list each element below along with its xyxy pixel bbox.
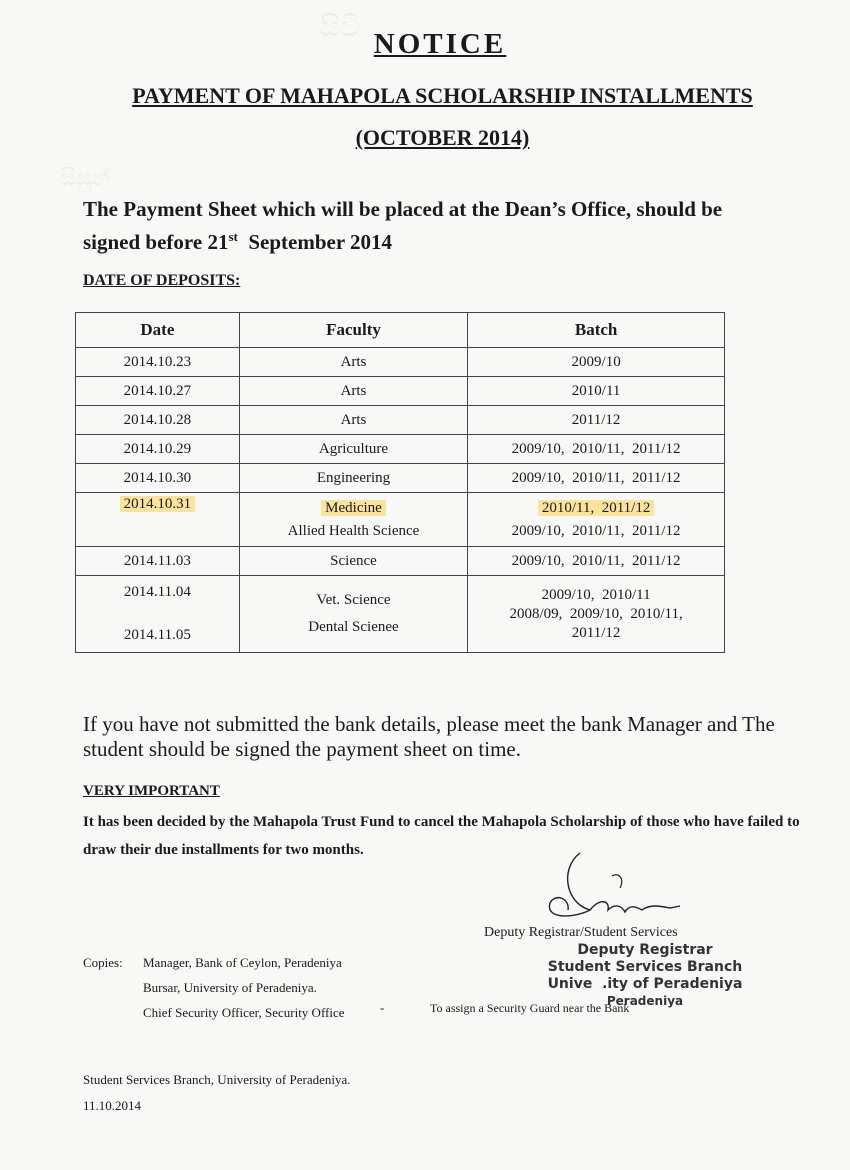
date-cell: 2014.10.30 [76,464,240,493]
column-header-batch: Batch [468,313,725,348]
table-row [76,348,725,377]
copy-recipient: Bursar, University of Peradeniya. [143,980,317,995]
copies-label: Copies: [83,955,123,970]
bank-details-note: If you have not submitted the bank details, please meet the bank Manager and The student should be signed the payment sheet on time. [83,712,775,761]
faculty-primary: Vet. Science [316,592,391,608]
date-cell: 2014.10.28 [76,406,240,435]
copy-dash: - [380,1000,385,1015]
date-secondary: 2014.11.05 [123,627,191,643]
batch-primary: 2009/10, 2010/11 [541,586,651,603]
show-through-text: සිවි [320,12,361,43]
stamp-line: Deputy Registrar [577,942,713,958]
instruction-superscript: st [228,229,238,244]
column-header-faculty: Faculty [239,313,468,348]
date-cell: 2014.10.29 [76,435,240,464]
date-primary: 2014.11.04 [123,584,191,600]
batch-cell [468,493,725,547]
batch-cell [468,576,725,653]
table-row [76,464,725,493]
faculty-cell: Agriculture [239,435,468,464]
issue-date: 11.10.2014 [83,1098,142,1113]
faculty-cell [239,576,468,653]
document-subtitle: (OCTOBER 2014) [355,125,530,150]
stamp-line: Peradeniya [606,994,684,1008]
column-header-date: Date [76,313,240,348]
batch-cell: 2011/12 [468,406,725,435]
date-cell [76,576,240,653]
faculty-cell: Arts [239,406,468,435]
batch-cell: 2009/10, 2010/11, 2011/12 [468,464,725,493]
document-title: PAYMENT OF MAHAPOLA SCHOLARSHIP INSTALLMENTS [132,83,753,108]
batch-secondary: 2009/10, 2010/11, 2011/12 [511,522,681,539]
important-heading: VERY IMPORTANT [83,783,220,799]
table-row [76,576,725,653]
faculty-secondary: Dental Scienee [308,619,399,635]
instruction-date-text: September 2014 [237,230,393,254]
table-row [76,435,725,464]
security-guard-note: To assign a Security Guard near the Bank [430,1001,630,1015]
date-cell: 2014.11.03 [76,547,240,576]
deposit-schedule-table [75,312,725,653]
issuing-branch: Student Services Branch, University of Peradeniya. [83,1072,351,1087]
faculty-secondary: Allied Health Science [287,522,420,539]
batch-cell: 2009/10, 2010/11, 2011/12 [468,547,725,576]
signatory-title: Deputy Registrar/Student Services [484,925,678,940]
show-through-text: සිසුන් [60,165,110,190]
batch-cell: 2009/10 [468,348,725,377]
faculty-cell: Engineering [239,464,468,493]
table-header-row [76,313,725,348]
batch-secondary-continued: 2011/12 [571,624,621,641]
faculty-cell: Arts [239,348,468,377]
copy-recipient: Chief Security Officer, Security Office [143,1005,345,1020]
signing-instruction [83,196,783,256]
table-row [76,493,725,547]
instruction-text: The Payment Sheet which will be placed at the Dean’s Office, should be signed before 21 [83,197,723,254]
faculty-cell: Arts [239,377,468,406]
table-row [76,547,725,576]
batch-cell: 2009/10, 2010/11, 2011/12 [468,435,725,464]
copies-list [83,950,345,1025]
date-cell: 2014.10.23 [76,348,240,377]
highlighted-faculty: Medicine [321,500,386,516]
notice-heading: NOTICE [373,28,507,60]
highlighted-date: 2014.10.31 [120,496,196,512]
date-cell: 2014.10.27 [76,377,240,406]
signature-mark [530,848,690,928]
faculty-cell [239,493,468,547]
highlighted-batch: 2010/11, 2011/12 [538,500,654,516]
table-row [76,377,725,406]
copy-recipient: Manager, Bank of Ceylon, Peradeniya [143,955,342,970]
stamp-line: Student Services Branch [547,959,743,975]
batch-cell: 2010/11 [468,377,725,406]
batch-secondary: 2008/09, 2009/10, 2010/11, [509,605,683,622]
date-cell [76,493,240,547]
deposits-heading: DATE OF DEPOSITS: [83,272,241,289]
stamp-line: Unive .ity of Peradeniya [547,976,743,992]
faculty-cell: Science [239,547,468,576]
important-notice-text: It has been decided by the Mahapola Trust Fund to cancel the Mahapola Scholarship of those who have failed to draw their due installments for two months. [83,814,800,858]
table-row [76,406,725,435]
official-stamp [530,942,760,1010]
